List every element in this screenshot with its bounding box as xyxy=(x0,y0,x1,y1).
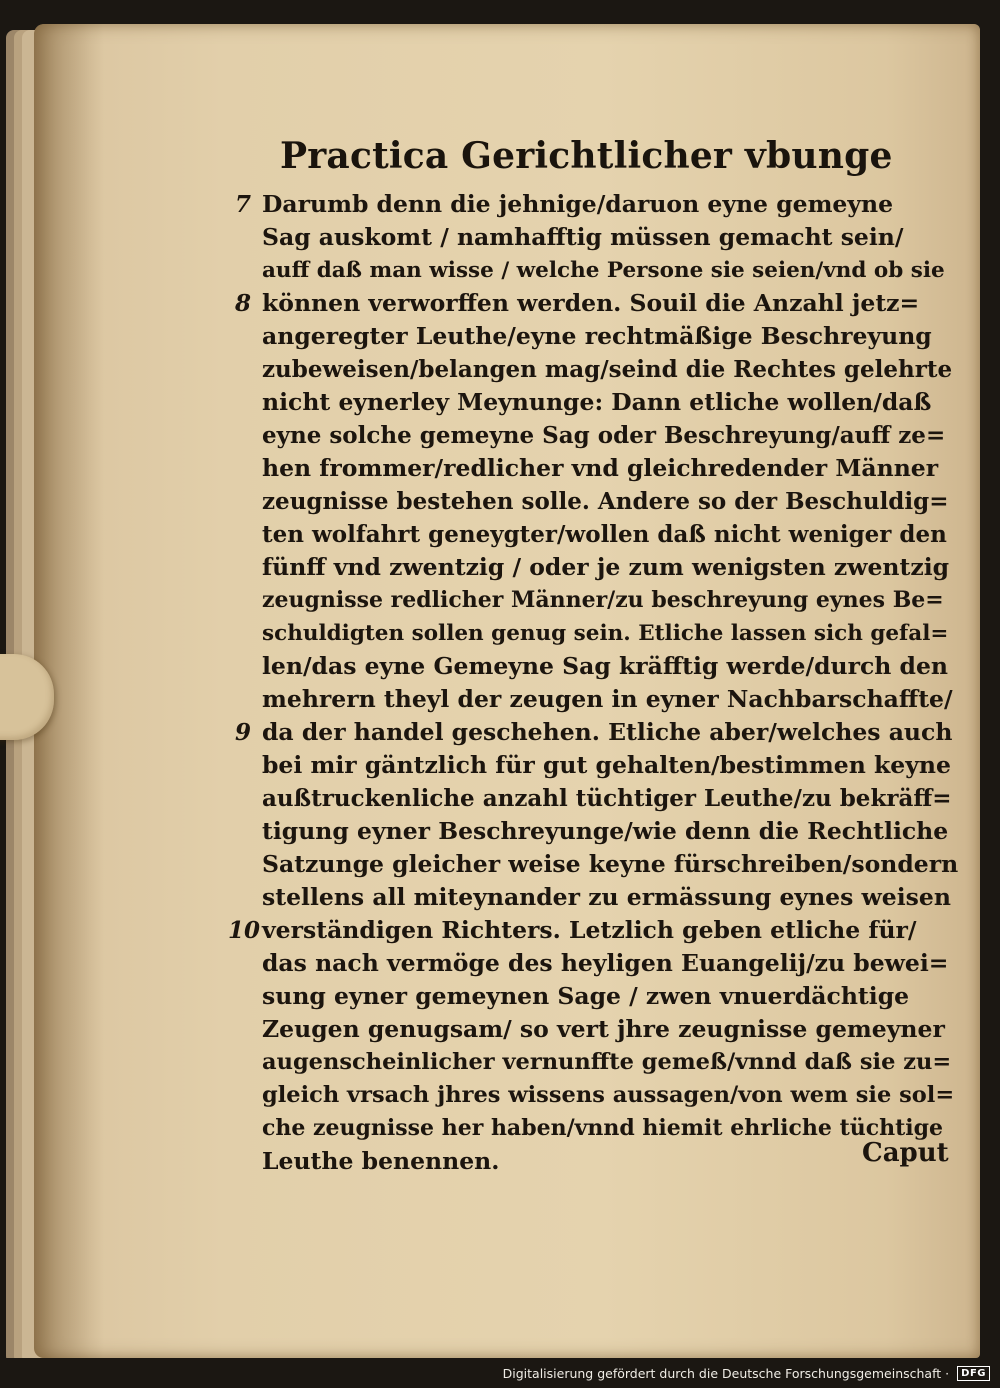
text-line xyxy=(228,584,958,617)
line-text: das nach vermöge des heyligen Euangelij/zu bewei= xyxy=(262,949,949,977)
text-line xyxy=(228,287,958,320)
line-text: nicht eynerley Meynunge: Dann etliche wollen/daß xyxy=(262,388,932,416)
line-text: bei mir gäntzlich für gut gehalten/bestimmen keyne xyxy=(262,751,951,779)
body-text xyxy=(228,188,958,1178)
text-line xyxy=(228,683,958,716)
text-line xyxy=(228,716,958,749)
marginal-number: 7 xyxy=(234,191,251,218)
line-text: Zeugen genugsam/ so vert jhre zeugnisse gemeyner xyxy=(262,1015,945,1043)
text-line xyxy=(228,947,958,980)
text-line xyxy=(228,980,958,1013)
marginal-number: 10 xyxy=(228,917,261,944)
text-line xyxy=(228,617,958,650)
text-line xyxy=(228,551,958,584)
line-text: gleich vrsach jhres wissens aussagen/von wem sie sol= xyxy=(262,1082,955,1108)
line-text: ten wolfahrt geneygter/wollen daß nicht weniger den xyxy=(262,521,947,548)
text-line xyxy=(228,452,958,485)
marginal-number: 8 xyxy=(234,290,251,317)
text-line xyxy=(228,848,958,881)
running-title: Practica Gerichtlicher vbunge xyxy=(280,135,893,177)
text-line xyxy=(228,782,958,815)
text-line xyxy=(228,386,958,419)
footer-credit xyxy=(503,1366,950,1381)
text-line xyxy=(228,1013,958,1046)
text-line xyxy=(228,815,958,848)
text-line xyxy=(228,914,958,947)
text-line xyxy=(228,749,958,782)
text-line xyxy=(228,254,958,287)
line-text: sung eyner gemeynen Sage / zwen vnuerdächtige xyxy=(262,982,910,1010)
text-line xyxy=(228,1079,958,1112)
line-text: Sag auskomt / namhafftig müssen gemacht sein/ xyxy=(262,223,904,251)
line-text: können verworffen werden. Souil die Anzahl jetz= xyxy=(262,289,920,317)
text-line xyxy=(228,1145,958,1178)
line-text: zubeweisen/belangen mag/seind die Rechtes gelehrte xyxy=(262,356,953,383)
line-text: mehrern theyl der zeugen in eyner Nachbarschaffte/ xyxy=(262,685,953,713)
line-text: stellens all miteynander zu ermässung eynes weisen xyxy=(262,883,951,911)
text-line xyxy=(228,650,958,683)
text-line xyxy=(228,419,958,452)
text-line xyxy=(228,320,958,353)
line-text: Satzunge gleicher weise keyne fürschreiben/sondern xyxy=(262,850,959,878)
line-text: außtruckenliche anzahl tüchtiger Leuthe/zu bekräff= xyxy=(262,785,952,812)
text-line xyxy=(228,353,958,386)
line-text: augenscheinlicher vernunffte gemeß/vnnd daß sie zu= xyxy=(262,1049,952,1075)
text-line xyxy=(228,1112,958,1145)
line-text: zeugnisse redlicher Männer/zu beschreyung eynes Be= xyxy=(262,587,944,613)
footer-bar xyxy=(0,1358,1000,1388)
line-text: Leuthe benennen. xyxy=(262,1147,500,1175)
dfg-logo: DFG xyxy=(957,1366,990,1381)
line-text: fünff vnd zwentzig / oder je zum wenigsten zwentzig xyxy=(262,553,950,581)
text-line xyxy=(228,881,958,914)
line-text: len/das eyne Gemeyne Sag kräfftig werde/durch den xyxy=(262,652,949,680)
text-line xyxy=(228,1046,958,1079)
line-text: auff daß man wisse / welche Persone sie seien/vnd ob sie xyxy=(262,258,945,283)
line-text: eyne solche gemeyne Sag oder Beschreyung/auff ze= xyxy=(262,422,946,449)
line-text: Darumb denn die jehnige/daruon eyne gemeyne xyxy=(262,190,894,218)
line-text: angeregter Leuthe/eyne rechtmäßige Beschreyung xyxy=(262,322,932,350)
line-text: zeugnisse bestehen solle. Andere so der Beschuldig= xyxy=(262,488,949,515)
text-line xyxy=(228,518,958,551)
line-text: verständigen Richters. Letzlich geben etliche für/ xyxy=(262,916,917,944)
line-text: schuldigten sollen genug sein. Etliche lassen sich gefal= xyxy=(262,621,949,646)
line-text: tigung eyner Beschreyunge/wie denn die Rechtliche xyxy=(262,817,949,845)
text-line xyxy=(228,188,958,221)
line-text: che zeugnisse her haben/vnnd hiemit ehrliche tüchtige xyxy=(262,1115,944,1141)
footer-credit-text: Digitalisierung gefördert durch die Deutsche Forschungsgemeinschaft xyxy=(502,1365,942,1381)
text-line xyxy=(228,485,958,518)
line-text: hen frommer/redlicher vnd gleichredender Männer xyxy=(262,454,939,482)
catchword: Caput xyxy=(862,1138,949,1168)
line-text: da der handel geschehen. Etliche aber/welches auch xyxy=(262,718,953,746)
text-line xyxy=(228,221,958,254)
footer-separator: · xyxy=(945,1365,950,1381)
marginal-number: 9 xyxy=(234,719,251,746)
